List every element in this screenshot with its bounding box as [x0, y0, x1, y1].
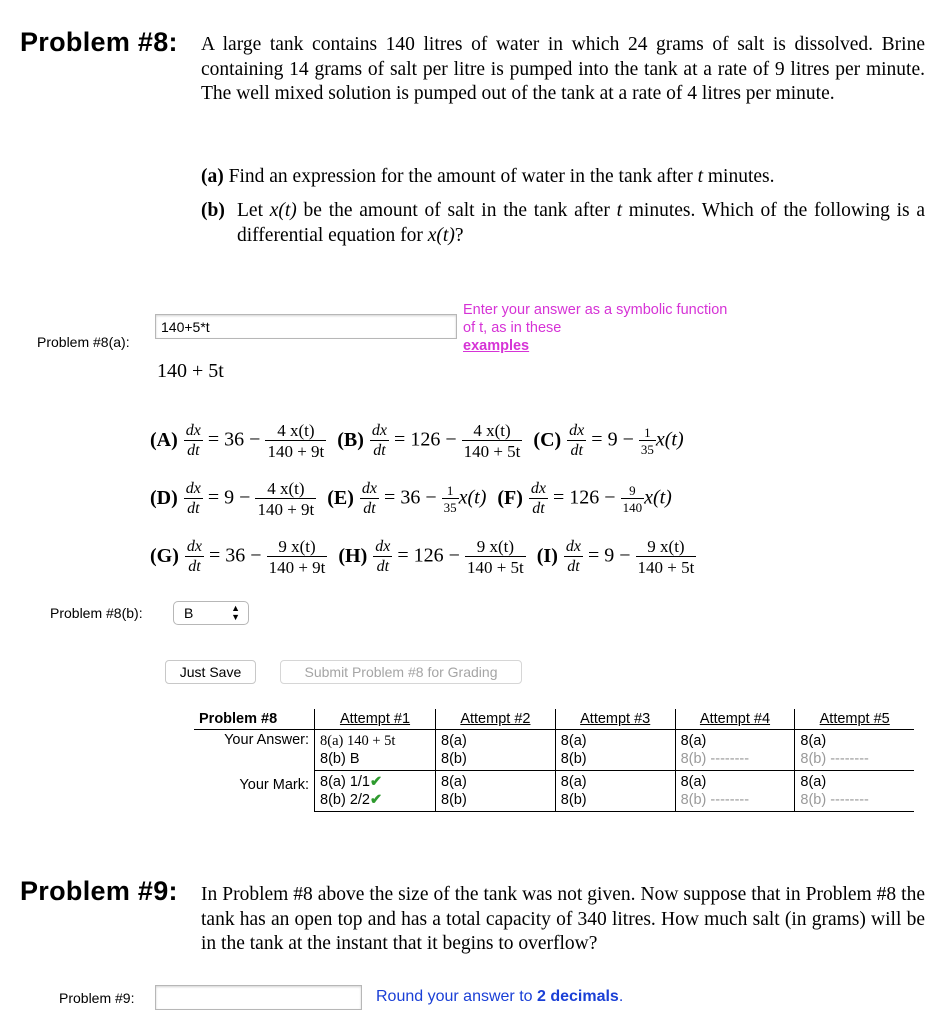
frac-b — [462, 422, 523, 460]
problem-9-heading: Problem #9: — [20, 876, 178, 906]
your-mark-label: Your Mark: — [194, 771, 315, 812]
attempt-1-header: Attempt #1 — [315, 709, 436, 730]
part-a — [201, 165, 925, 190]
option-i — [537, 538, 697, 576]
problem-9-input[interactable] — [155, 985, 362, 1010]
dashes: -------- — [830, 792, 869, 808]
your-answer-label: Your Answer: — [194, 730, 315, 771]
round-text: Round your answer to — [376, 988, 533, 1005]
num: 9 x(t) — [267, 538, 328, 557]
label-a: 8(a) — [680, 733, 707, 749]
answer-b-selected: B — [184, 605, 194, 621]
den: 140 — [622, 500, 643, 515]
equals: = — [591, 428, 603, 451]
attempt-3-header: Attempt #3 — [555, 709, 675, 730]
option-f — [497, 481, 671, 517]
part-a-text: Find an expression for the amount of water in the tank after — [228, 166, 693, 187]
num: 4 x(t) — [255, 480, 316, 499]
deriv-i — [564, 539, 583, 575]
label-b: 8(b) — [560, 792, 587, 808]
minus: − — [425, 486, 437, 509]
dt: dt — [376, 558, 390, 575]
round-period: . — [618, 988, 624, 1005]
part-b-x2: x(t) — [427, 224, 455, 246]
attempt-2-header: Attempt #2 — [436, 709, 556, 730]
dt: dt — [532, 500, 545, 517]
just-save-button[interactable]: Just Save — [165, 660, 256, 684]
label-a: 8(a) — [800, 733, 827, 749]
round-decimals: 2 decimals — [536, 988, 619, 1005]
answer-a-hint — [463, 301, 743, 355]
dashes: -------- — [710, 792, 750, 808]
problem-8-heading: Problem #8: — [20, 27, 178, 57]
den: 140 + 9t — [257, 500, 315, 519]
attempt-1-answer — [315, 730, 436, 771]
minus: − — [250, 544, 262, 567]
option-f-label: (F) — [497, 486, 523, 509]
num: 9 x(t) — [636, 538, 697, 557]
equals: = — [384, 486, 396, 509]
table-header-row — [194, 709, 914, 730]
minus: − — [249, 428, 261, 451]
dt: dt — [363, 500, 376, 517]
select-arrows-icon: ▲ ▼ — [231, 603, 240, 622]
den: 140 + 9t — [268, 558, 326, 577]
part-b-let: Let — [237, 200, 263, 221]
const: 36 — [400, 486, 421, 509]
dx: dx — [565, 538, 581, 555]
option-c — [533, 423, 683, 459]
equals: = — [209, 544, 221, 567]
frac-c — [639, 426, 656, 456]
deriv-e — [360, 481, 379, 517]
problem-9-label: Problem #9: — [59, 990, 135, 1006]
attempt-4-mark — [675, 771, 795, 812]
attempt-5-mark — [795, 771, 914, 812]
a1-answer-b: 8(b) B — [320, 751, 360, 767]
deriv-h — [373, 539, 392, 575]
minus: − — [239, 486, 251, 509]
attempts-table — [194, 709, 914, 812]
dx: dx — [185, 480, 201, 497]
tail: x(t) — [644, 486, 672, 509]
examples-link[interactable]: examples — [463, 338, 530, 354]
attempt-4-header: Attempt #4 — [675, 709, 795, 730]
table-row-mark — [194, 771, 914, 812]
label-b: 8(b) — [560, 751, 587, 767]
checkmark-icon: ✔ — [369, 792, 383, 808]
a1-answer-a: 8(a) 140 + 5t — [320, 733, 396, 749]
part-b-text — [237, 199, 925, 248]
frac-i — [636, 538, 697, 576]
const: 9 — [607, 428, 618, 451]
answer-a-preview: 140 + 5t — [157, 360, 224, 382]
answer-a-input[interactable] — [155, 314, 457, 339]
label-a: 8(a) — [441, 774, 467, 790]
option-b-label: (B) — [337, 428, 364, 451]
attempt-2-mark — [436, 771, 556, 812]
dx: dx — [185, 422, 201, 439]
label-a: 8(a) — [800, 774, 827, 790]
dt: dt — [187, 442, 200, 459]
num: 1 — [442, 484, 459, 499]
equals: = — [397, 544, 409, 567]
part-b-text-2: be the amount of salt in the tank after — [303, 200, 610, 221]
frac-e — [442, 484, 459, 514]
frac-g — [267, 538, 328, 576]
answer-b-label: Problem #8(b): — [50, 605, 143, 621]
deriv-a — [184, 423, 203, 459]
dx: dx — [569, 422, 585, 439]
deriv-c — [567, 423, 586, 459]
den: 140 + 9t — [267, 442, 325, 461]
label-b: 8(b) — [680, 792, 707, 808]
option-d-label: (D) — [150, 486, 178, 509]
answer-a-label: Problem #8(a): — [37, 334, 130, 350]
option-d — [150, 480, 316, 518]
num: 9 x(t) — [465, 538, 526, 557]
deriv-b — [370, 423, 389, 459]
num: 1 — [639, 426, 656, 441]
dashes: -------- — [710, 751, 750, 767]
frac-f — [621, 484, 645, 514]
part-b-t: t — [616, 200, 622, 221]
options-row-3 — [150, 538, 702, 576]
part-a-var: t — [697, 166, 703, 187]
part-b-text-3: minutes. Which of the following is a differential equation for — [237, 200, 926, 246]
num: 4 x(t) — [265, 422, 326, 441]
table-row-answer — [194, 730, 914, 771]
hint-text: Enter your answer as a symbolic function of t, as in these — [463, 302, 728, 336]
equals: = — [587, 544, 600, 567]
dx: dx — [361, 480, 378, 497]
answer-b-select[interactable] — [173, 601, 249, 625]
label-b: 8(b) — [441, 792, 467, 808]
attempt-5-header: Attempt #5 — [795, 709, 914, 730]
attempt-3-answer — [555, 730, 675, 771]
dx: dx — [371, 422, 388, 439]
dt: dt — [188, 558, 201, 575]
option-c-label: (C) — [533, 428, 562, 451]
den: 35 — [640, 442, 654, 457]
part-b-label: (b) — [201, 200, 225, 221]
tail: x(t) — [655, 428, 684, 451]
attempt-3-mark — [555, 771, 675, 812]
a1-mark-b: 8(b) 2/2 — [320, 792, 370, 808]
attempt-5-answer — [795, 730, 914, 771]
option-e-label: (E) — [327, 486, 354, 509]
const: 9 — [224, 486, 235, 509]
options-row-1 — [150, 422, 690, 460]
option-g-label: (G) — [150, 544, 179, 567]
const: 126 — [410, 428, 441, 451]
den: 140 + 5t — [463, 442, 521, 461]
option-i-label: (I) — [536, 544, 558, 567]
equals: = — [207, 486, 220, 509]
num: 9 — [621, 484, 645, 499]
label-b: 8(b) — [680, 751, 707, 767]
option-a-label: (A) — [150, 428, 178, 451]
dt: dt — [567, 558, 580, 575]
frac-a — [265, 422, 326, 460]
den: 140 + 5t — [466, 558, 524, 577]
option-g — [150, 538, 327, 576]
deriv-f — [529, 481, 548, 517]
deriv-d — [184, 481, 203, 517]
dx: dx — [530, 480, 547, 497]
frac-h — [465, 538, 526, 576]
equals: = — [207, 428, 220, 451]
dt: dt — [570, 442, 583, 459]
a1-mark-a: 8(a) 1/1 — [320, 774, 370, 790]
dx: dx — [375, 538, 391, 555]
const: 36 — [225, 544, 246, 567]
option-b — [337, 422, 522, 460]
table-corner: Problem #8 — [194, 709, 315, 730]
submit-button[interactable]: Submit Problem #8 for Grading — [280, 660, 522, 684]
minus: − — [619, 544, 631, 567]
option-h-label: (H) — [338, 544, 368, 567]
dx: dx — [186, 538, 202, 555]
minus: − — [604, 486, 616, 509]
equals: = — [394, 428, 406, 451]
attempt-1-mark — [315, 771, 436, 812]
const: 36 — [224, 428, 245, 451]
options-row-2 — [150, 480, 678, 518]
part-a-label: (a) — [201, 166, 224, 187]
option-h — [338, 538, 525, 576]
label-b: 8(b) — [800, 751, 827, 767]
label-b: 8(b) — [441, 751, 467, 767]
dashes: -------- — [830, 751, 869, 767]
part-b-end: ? — [454, 224, 464, 246]
label-a: 8(a) — [560, 774, 587, 790]
checkmark-icon: ✔ — [369, 774, 383, 790]
num: 4 x(t) — [462, 422, 523, 441]
label-a: 8(a) — [560, 733, 587, 749]
problem-9-text: In Problem #8 above the size of the tank was not given. Now suppose that in Problem #8 the tank has an open top and has a total capacity of 340 litres. How much salt (in grams) will be in the tank at the instant that it begins to overflow? — [201, 884, 925, 954]
minus: − — [445, 428, 457, 451]
minus: − — [448, 544, 460, 567]
frac-d — [255, 480, 316, 518]
part-a-end: minutes. — [707, 166, 775, 187]
label-b: 8(b) — [800, 792, 827, 808]
part-b-x: x(t) — [269, 200, 297, 221]
problem-8-text: A large tank contains 140 litres of water in which 24 grams of salt is dissolved. Brine containing 14 grams of salt per litre is pumped into the tank at a rate of 9 litres per minute. The well mixed solution is pumped out of the tank at a rate of 4 litres per minute. — [201, 34, 925, 104]
attempt-4-answer — [675, 730, 795, 771]
label-a: 8(a) — [680, 774, 707, 790]
dt: dt — [187, 500, 200, 517]
attempt-2-answer — [436, 730, 556, 771]
den: 35 — [443, 500, 457, 515]
tail: x(t) — [458, 486, 487, 509]
round-hint — [376, 988, 623, 1006]
den: 140 + 5t — [637, 558, 695, 577]
const: 9 — [604, 544, 615, 567]
dt: dt — [373, 442, 386, 459]
deriv-g — [185, 539, 204, 575]
const: 126 — [413, 544, 444, 567]
option-e — [327, 481, 486, 517]
option-a — [150, 422, 326, 460]
equals: = — [553, 486, 565, 509]
const: 126 — [569, 486, 600, 509]
minus: − — [622, 428, 634, 451]
label-a: 8(a) — [441, 733, 467, 749]
